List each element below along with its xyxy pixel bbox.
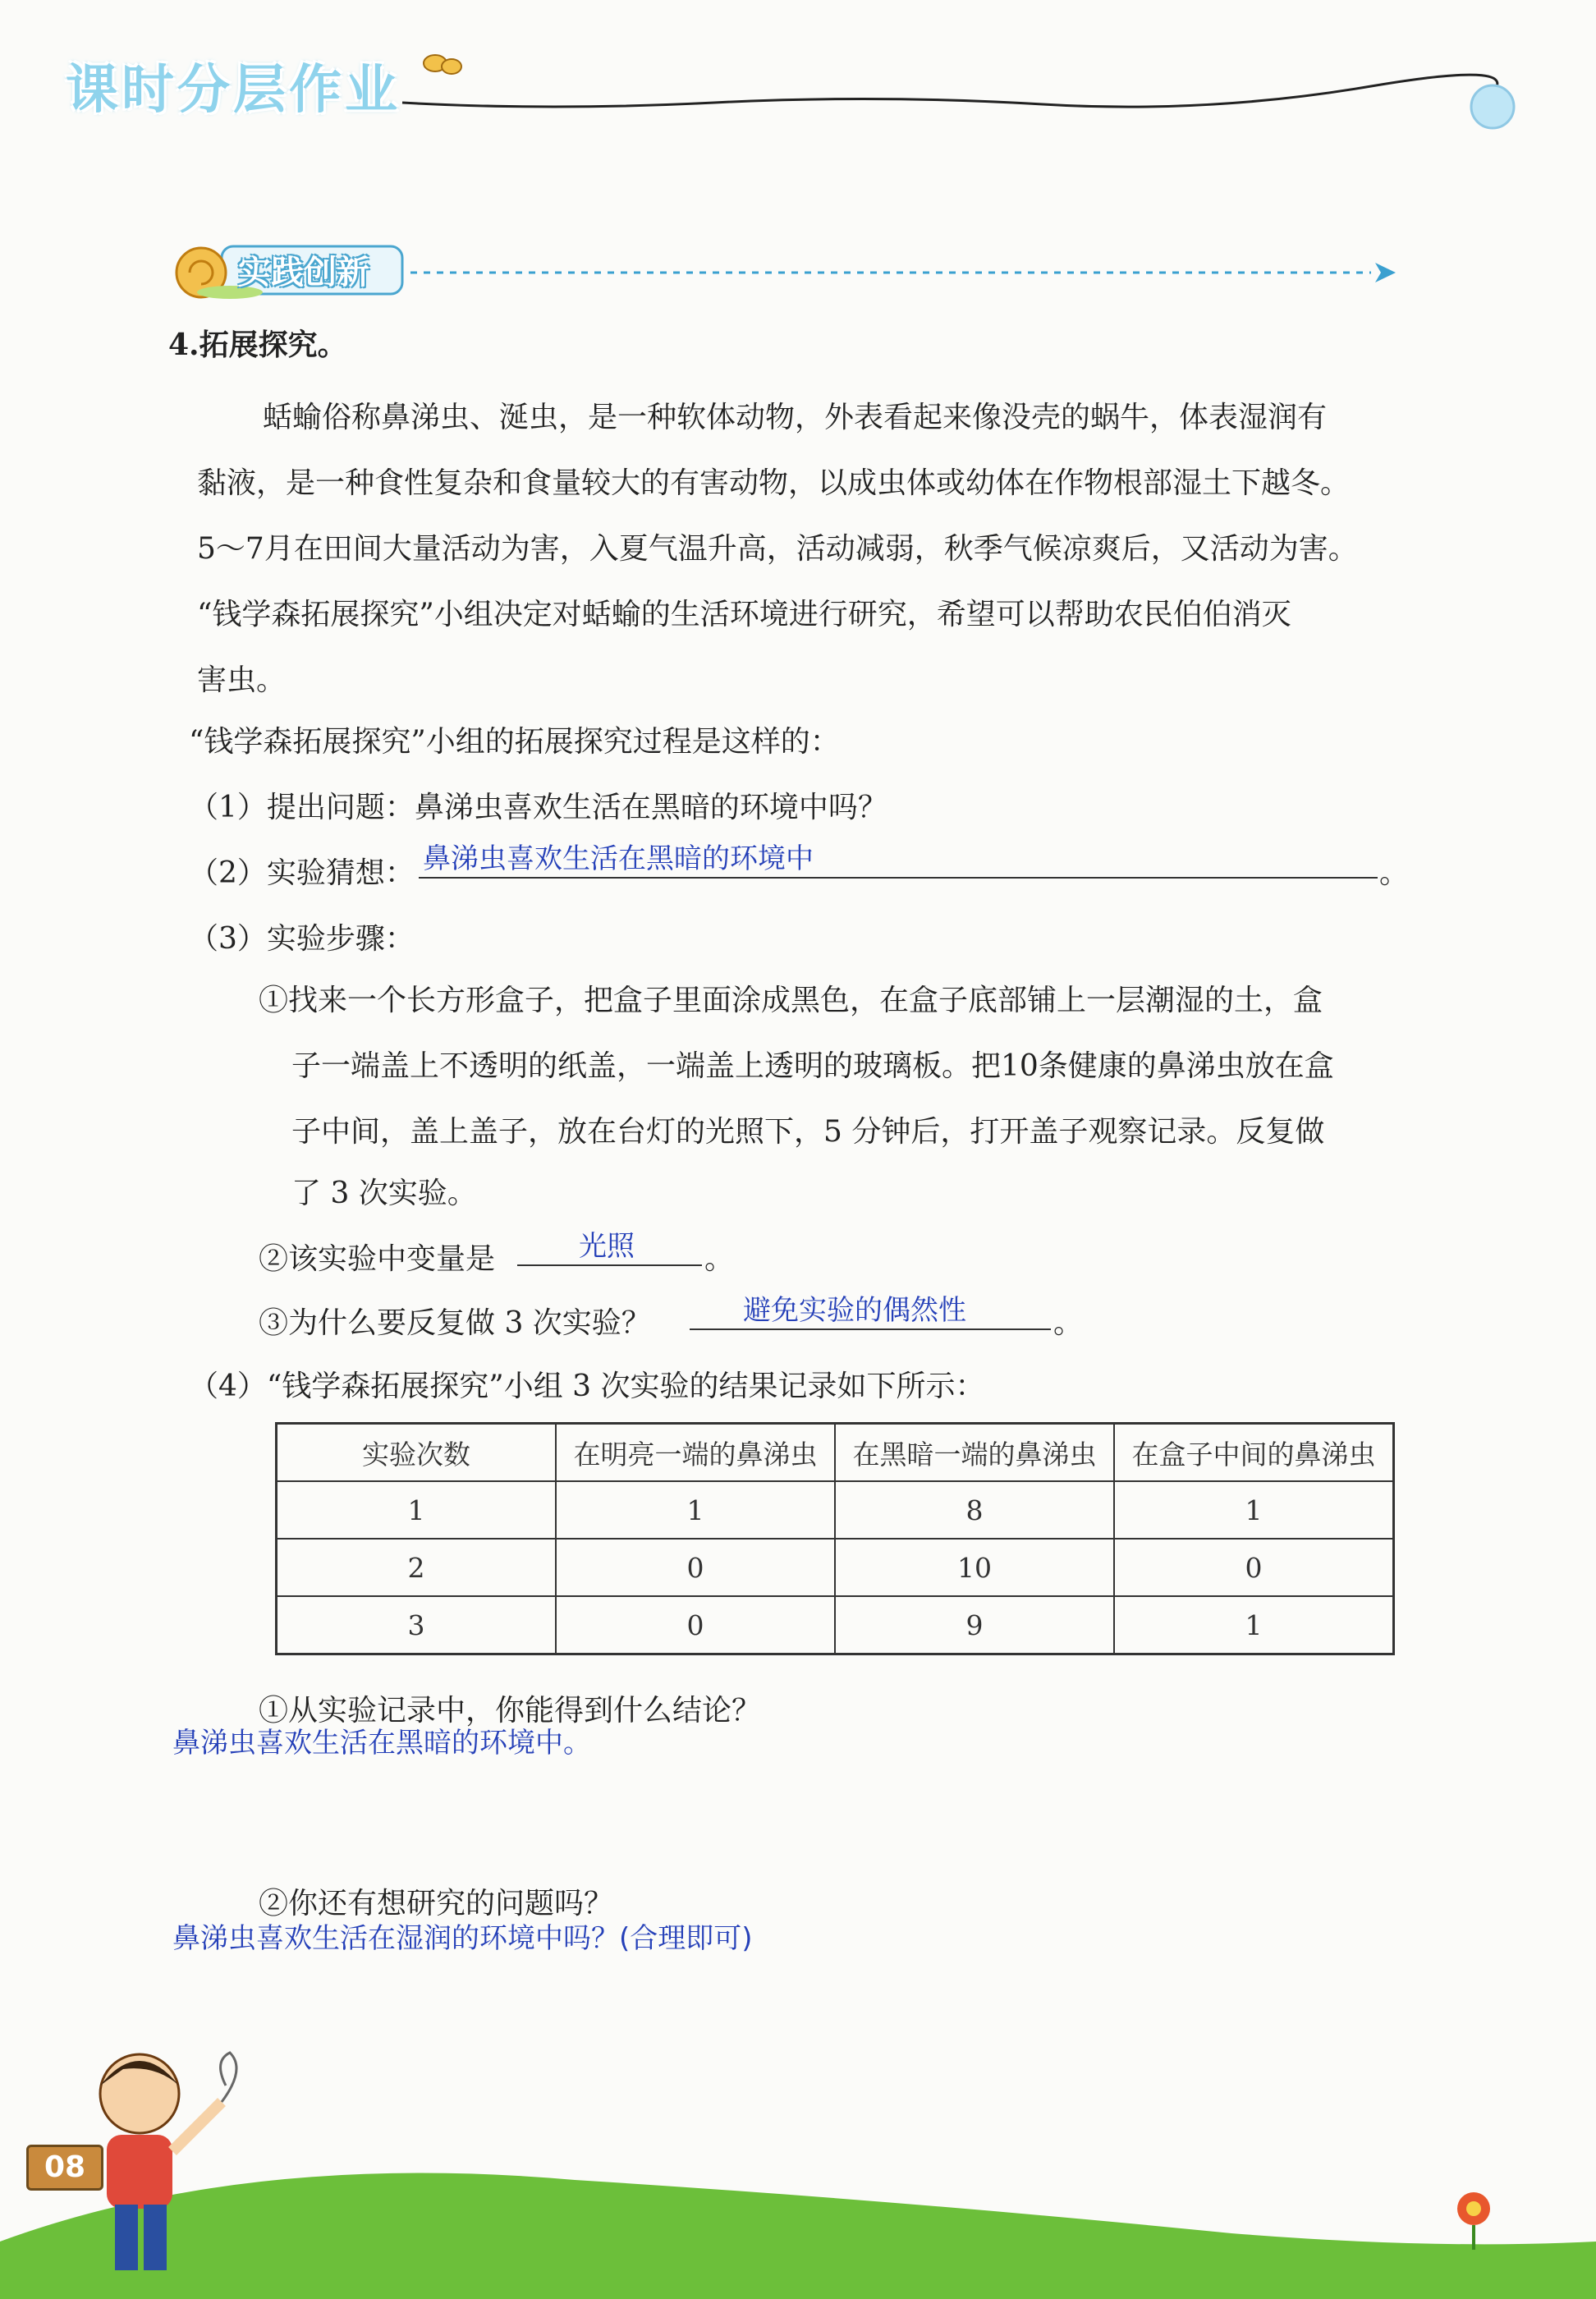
table-row xyxy=(277,1481,1394,1539)
table-cell: 8 xyxy=(835,1481,1114,1539)
table-header: 实验次数 xyxy=(277,1424,557,1482)
table-header: 在黑暗一端的鼻涕虫 xyxy=(835,1424,1114,1482)
repeat-answer: 避免实验的偶然性 xyxy=(743,1294,966,1327)
table-cell: 1 xyxy=(556,1481,835,1539)
table-cell: 1 xyxy=(1114,1481,1394,1539)
table-cell: 2 xyxy=(277,1539,557,1596)
table-header: 在明亮一端的鼻涕虫 xyxy=(556,1424,835,1482)
intro-line-4: “钱学森拓展探究”小组决定对蛞蝓的生活环境进行研究，希望可以帮助农民伯伯消灭 xyxy=(197,598,1291,631)
table-row xyxy=(277,1539,1394,1596)
step-3-line-2: 子一端盖上不透明的纸盖，一端盖上透明的玻璃板。把10条健康的鼻涕虫放在盒 xyxy=(291,1049,1334,1083)
variable-label: ②该实验中变量是 xyxy=(259,1242,496,1276)
page-number: 08 xyxy=(26,2145,103,2191)
butterfly-icon xyxy=(424,55,461,74)
variable-answer: 光照 xyxy=(579,1230,635,1263)
table-row xyxy=(277,1596,1394,1654)
repeat-end: 。 xyxy=(1053,1306,1084,1340)
table-cell: 0 xyxy=(556,1596,835,1654)
intro-line-1: 蛞蝓俗称鼻涕虫、涎虫，是一种软体动物，外表看起来像没壳的蜗牛，体表湿润有 xyxy=(263,401,1328,434)
intro-line-2: 黏液，是一种食性复杂和食量较大的有害动物，以成虫体或幼体在作物根部湿土下越冬。 xyxy=(197,466,1351,500)
step-2-end: 。 xyxy=(1379,856,1410,890)
further-answer: 鼻涕虫喜欢生活在湿润的环境中吗？(合理即可) xyxy=(172,1922,753,1955)
intro-line-5: 害虫。 xyxy=(197,663,287,697)
table-cell: 9 xyxy=(835,1596,1114,1654)
step-2-answer: 鼻涕虫喜欢生活在黑暗的环境中 xyxy=(423,842,814,875)
conclusion-question: ①从实验记录中，你能得到什么结论？ xyxy=(259,1694,762,1728)
step-2-label: （2）实验猜想： xyxy=(189,856,415,890)
further-question: ②你还有想研究的问题吗？ xyxy=(259,1887,614,1920)
table-header-row xyxy=(277,1424,1394,1482)
table-header: 在盒子中间的鼻涕虫 xyxy=(1114,1424,1394,1482)
question-title: 4.拓展探究。 xyxy=(168,328,347,362)
step-3-line-3: 子中间，盖上盖子，放在台灯的光照下，5 分钟后，打开盖子观察记录。反复做 xyxy=(291,1115,1325,1149)
table-cell: 1 xyxy=(1114,1596,1394,1654)
step-1: （1）提出问题：鼻涕虫喜欢生活在黑暗的环境中吗？ xyxy=(189,791,887,824)
table-cell: 10 xyxy=(835,1539,1114,1596)
intro-line-3: 5～7月在田间大量活动为害，入夏气温升高，活动减弱，秋季气候凉爽后，又活动为害。 xyxy=(197,532,1358,566)
variable-end: 。 xyxy=(704,1242,735,1276)
table-cell: 0 xyxy=(556,1539,835,1596)
table-cell: 3 xyxy=(277,1596,557,1654)
repeat-question: ③为什么要反复做 3 次实验？ xyxy=(259,1306,651,1340)
section-title: 实践创新 xyxy=(238,254,369,291)
plane-icon xyxy=(1375,263,1396,282)
process-intro: “钱学森拓展探究”小组的拓展探究过程是这样的： xyxy=(189,725,840,759)
flower-icon xyxy=(1457,2192,1490,2250)
step-3-line-1: ①找来一个长方形盒子，把盒子里面涂成黑色，在盒子底部铺上一层潮湿的土，盒 xyxy=(259,984,1323,1017)
step-3-label: （3）实验步骤： xyxy=(189,922,415,956)
results-table xyxy=(275,1422,1395,1655)
step-3-line-4: 了 3 次实验。 xyxy=(291,1177,477,1210)
header-circle-icon xyxy=(1471,85,1514,128)
step-4: （4）“钱学森拓展探究”小组 3 次实验的结果记录如下所示： xyxy=(189,1370,985,1403)
table-cell: 1 xyxy=(277,1481,557,1539)
table-cell: 0 xyxy=(1114,1539,1394,1596)
page-header-title: 课时分层作业 xyxy=(66,60,401,121)
footer-grass-illustration xyxy=(0,2036,1596,2299)
conclusion-answer: 鼻涕虫喜欢生活在黑暗的环境中。 xyxy=(172,1727,591,1760)
header-decoration xyxy=(386,45,1535,135)
